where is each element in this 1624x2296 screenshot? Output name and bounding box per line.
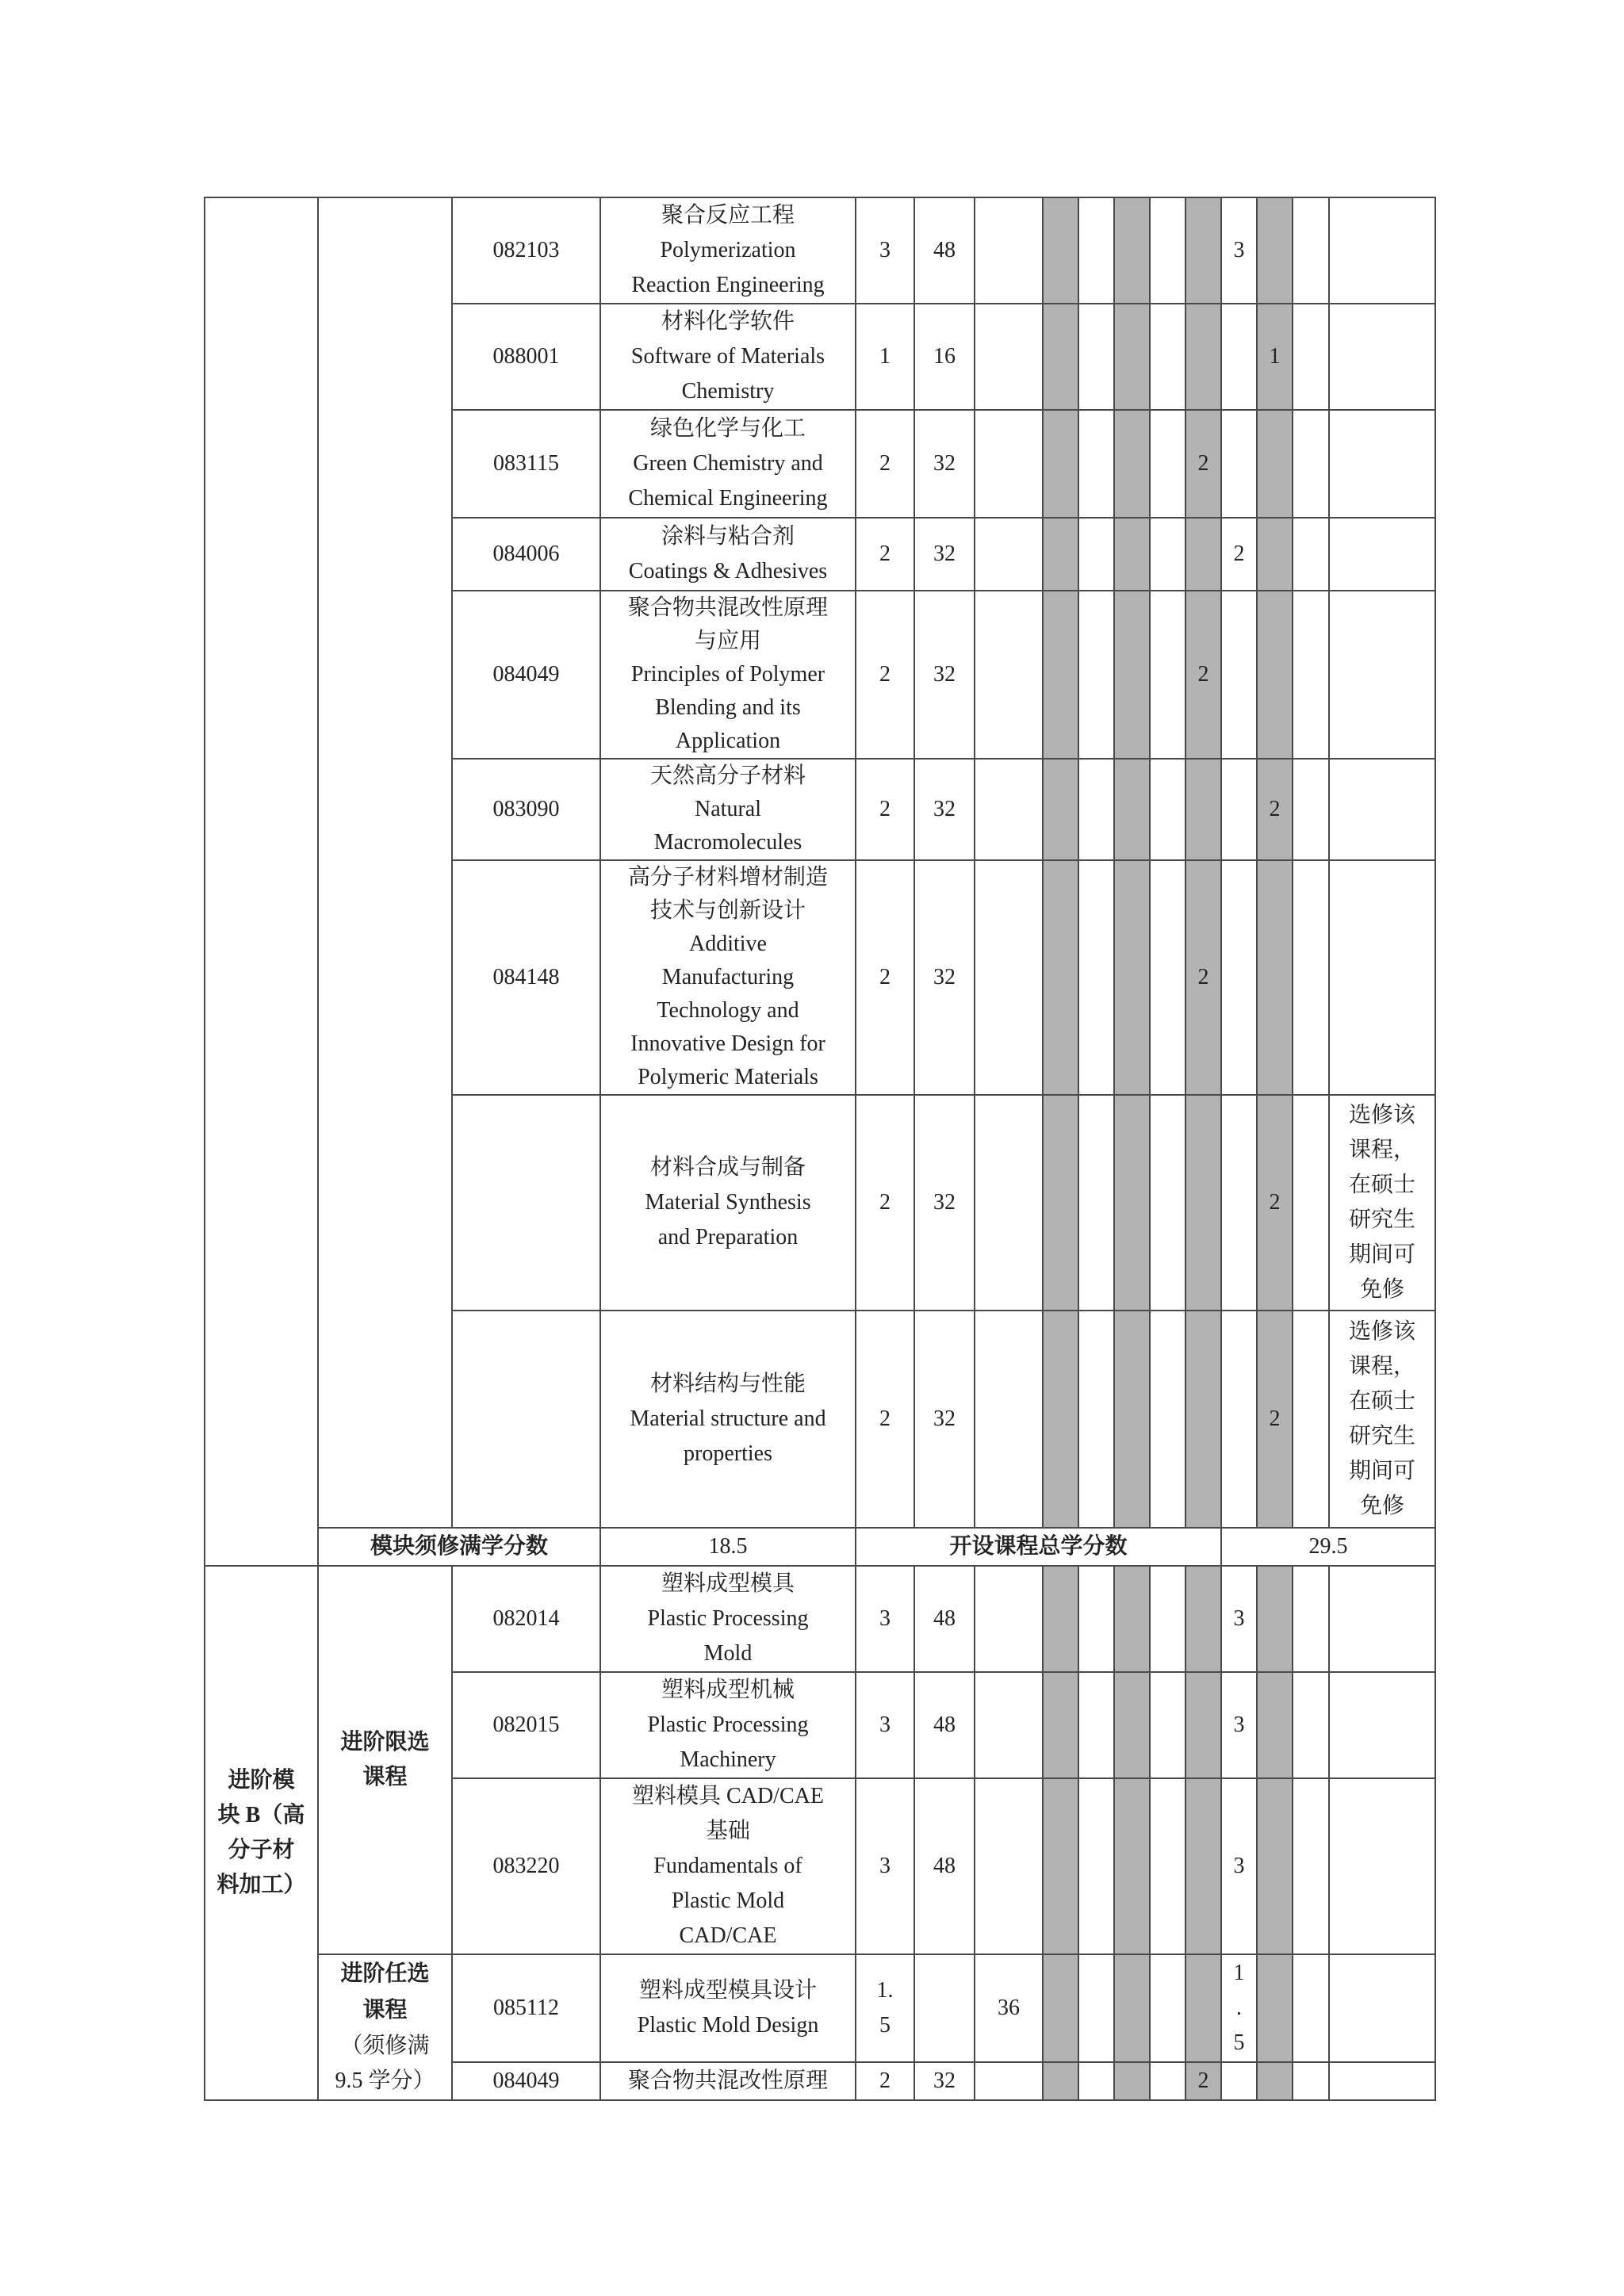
course-title: 绿色化学与化工 Green Chemistry and Chemical Engineering — [600, 410, 856, 518]
semester-5 — [1185, 197, 1221, 304]
course-hours: 48 — [914, 197, 975, 304]
semester-5 — [1185, 1778, 1221, 1954]
course-credit: 3 — [856, 1672, 914, 1778]
semester-3 — [1114, 2062, 1150, 2100]
course-hours: 32 — [914, 591, 975, 759]
semester-2 — [1078, 2062, 1114, 2100]
semester-8 — [1293, 1566, 1329, 1672]
course-hours — [914, 1954, 975, 2062]
semester-1 — [1043, 410, 1078, 518]
course-code: 084049 — [452, 2062, 600, 2100]
semester-1 — [1043, 2062, 1078, 2100]
course-hours: 32 — [914, 860, 975, 1095]
semester-8 — [1293, 1095, 1329, 1311]
course-code: 082014 — [452, 1566, 600, 1672]
semester-5 — [1185, 304, 1221, 410]
semester-6: 2 — [1221, 518, 1257, 591]
semester-2 — [1078, 1566, 1114, 1672]
semester-6 — [1221, 410, 1257, 518]
course-credit: 1. 5 — [856, 1954, 914, 2062]
semester-5: 2 — [1185, 2062, 1221, 2100]
course-code: 085112 — [452, 1954, 600, 2062]
semester-3 — [1114, 1954, 1150, 2062]
elective-category — [318, 1954, 452, 2100]
course-code: 088001 — [452, 304, 600, 410]
course-hours: 48 — [914, 1566, 975, 1672]
semester-8 — [1293, 197, 1329, 304]
practice-hours — [975, 1672, 1043, 1778]
semester-3 — [1114, 197, 1150, 304]
course-title: 涂料与粘合剂 Coatings & Adhesives — [600, 518, 856, 591]
category-cell — [318, 197, 452, 1528]
semester-6 — [1221, 304, 1257, 410]
semester-7 — [1257, 1954, 1293, 2062]
course-hours: 16 — [914, 304, 975, 410]
semester-7 — [1257, 2062, 1293, 2100]
course-credit: 2 — [856, 2062, 914, 2100]
remark — [1329, 860, 1435, 1095]
semester-1 — [1043, 1672, 1078, 1778]
course-title: 聚合反应工程 Polymerization Reaction Engineering — [600, 197, 856, 304]
semester-1 — [1043, 304, 1078, 410]
semester-8 — [1293, 1311, 1329, 1528]
remark — [1329, 410, 1435, 518]
semester-2 — [1078, 860, 1114, 1095]
semester-3 — [1114, 1778, 1150, 1954]
semester-4 — [1150, 410, 1185, 518]
semester-2 — [1078, 1954, 1114, 2062]
semester-4 — [1150, 197, 1185, 304]
module-cell — [205, 197, 318, 1566]
semester-7 — [1257, 1566, 1293, 1672]
total-credits-value: 29.5 — [1221, 1528, 1435, 1566]
practice-hours — [975, 1311, 1043, 1528]
semester-4 — [1150, 1778, 1185, 1954]
remark — [1329, 1954, 1435, 2062]
elective-category-note: （须修满 9.5 学分） — [335, 2034, 435, 2093]
semester-6: 3 — [1221, 1672, 1257, 1778]
semester-4 — [1150, 860, 1185, 1095]
semester-8 — [1293, 1672, 1329, 1778]
semester-3 — [1114, 1311, 1150, 1528]
semester-8 — [1293, 591, 1329, 759]
course-hours: 32 — [914, 2062, 975, 2100]
semester-6 — [1221, 759, 1257, 860]
remark: 选修该 课程， 在硕士 研究生 期间可 免修 — [1329, 1095, 1435, 1311]
semester-7: 2 — [1257, 759, 1293, 860]
course-credit: 2 — [856, 518, 914, 591]
semester-3 — [1114, 518, 1150, 591]
course-credit: 2 — [856, 860, 914, 1095]
remark — [1329, 2062, 1435, 2100]
course-title: 材料化学软件 Software of Materials Chemistry — [600, 304, 856, 410]
summary-row — [205, 1528, 1435, 1566]
semester-1 — [1043, 1095, 1078, 1311]
semester-1 — [1043, 197, 1078, 304]
remark — [1329, 1566, 1435, 1672]
table-row — [205, 1954, 1435, 2062]
remark — [1329, 759, 1435, 860]
restricted-category: 进阶限选 课程 — [318, 1566, 452, 1954]
practice-hours — [975, 2062, 1043, 2100]
semester-5 — [1185, 1311, 1221, 1528]
semester-6 — [1221, 860, 1257, 1095]
semester-1 — [1043, 518, 1078, 591]
course-title: 材料结构与性能 Material structure and properties — [600, 1311, 856, 1528]
course-code: 083220 — [452, 1778, 600, 1954]
practice-hours — [975, 518, 1043, 591]
course-code: 082015 — [452, 1672, 600, 1778]
semester-6 — [1221, 2062, 1257, 2100]
required-credits-label: 模块须修满学分数 — [318, 1528, 600, 1566]
semester-5 — [1185, 1672, 1221, 1778]
semester-2 — [1078, 591, 1114, 759]
module-b-name: 进阶模 块 B（高 分子材 料加工） — [205, 1566, 318, 2100]
semester-3 — [1114, 304, 1150, 410]
semester-8 — [1293, 759, 1329, 860]
practice-hours: 36 — [975, 1954, 1043, 2062]
course-code: 083090 — [452, 759, 600, 860]
course-title: 天然高分子材料 Natural Macromolecules — [600, 759, 856, 860]
semester-7: 2 — [1257, 1095, 1293, 1311]
semester-6: 3 — [1221, 1566, 1257, 1672]
semester-6: 3 — [1221, 197, 1257, 304]
remark — [1329, 304, 1435, 410]
semester-4 — [1150, 2062, 1185, 2100]
semester-3 — [1114, 759, 1150, 860]
semester-4 — [1150, 1566, 1185, 1672]
course-code: 084148 — [452, 860, 600, 1095]
course-title: 塑料成型机械 Plastic Processing Machinery — [600, 1672, 856, 1778]
practice-hours — [975, 304, 1043, 410]
practice-hours — [975, 1778, 1043, 1954]
semester-2 — [1078, 1311, 1114, 1528]
semester-1 — [1043, 759, 1078, 860]
semester-5 — [1185, 1095, 1221, 1311]
semester-8 — [1293, 860, 1329, 1095]
semester-7 — [1257, 860, 1293, 1095]
practice-hours — [975, 1095, 1043, 1311]
course-credit: 3 — [856, 1778, 914, 1954]
semester-5 — [1185, 518, 1221, 591]
course-title: 塑料成型模具设计 Plastic Mold Design — [600, 1954, 856, 2062]
semester-1 — [1043, 1566, 1078, 1672]
semester-8 — [1293, 1778, 1329, 1954]
practice-hours — [975, 591, 1043, 759]
semester-2 — [1078, 304, 1114, 410]
semester-3 — [1114, 1095, 1150, 1311]
course-credit: 2 — [856, 410, 914, 518]
course-hours: 32 — [914, 1311, 975, 1528]
course-credit: 1 — [856, 304, 914, 410]
course-code: 083115 — [452, 410, 600, 518]
semester-4 — [1150, 759, 1185, 860]
remark — [1329, 591, 1435, 759]
semester-4 — [1150, 1672, 1185, 1778]
semester-7 — [1257, 1778, 1293, 1954]
practice-hours — [975, 860, 1043, 1095]
semester-2 — [1078, 1672, 1114, 1778]
semester-4 — [1150, 1311, 1185, 1528]
semester-1 — [1043, 1778, 1078, 1954]
semester-3 — [1114, 860, 1150, 1095]
course-code — [452, 1311, 600, 1528]
course-hours: 32 — [914, 759, 975, 860]
course-credit: 3 — [856, 1566, 914, 1672]
remark — [1329, 1778, 1435, 1954]
semester-2 — [1078, 410, 1114, 518]
table-row — [205, 197, 1435, 304]
semester-1 — [1043, 591, 1078, 759]
course-title: 材料合成与制备 Material Synthesis and Preparation — [600, 1095, 856, 1311]
table-row — [205, 1566, 1435, 1672]
course-credit: 3 — [856, 197, 914, 304]
semester-5: 2 — [1185, 591, 1221, 759]
semester-7 — [1257, 591, 1293, 759]
semester-8 — [1293, 2062, 1329, 2100]
course-code: 084006 — [452, 518, 600, 591]
course-credit: 2 — [856, 591, 914, 759]
remark — [1329, 197, 1435, 304]
remark — [1329, 1672, 1435, 1778]
remark: 选修该 课程， 在硕士 研究生 期间可 免修 — [1329, 1311, 1435, 1528]
semester-4 — [1150, 1954, 1185, 2062]
course-title: 聚合物共混改性原理 — [600, 2062, 856, 2100]
semester-7 — [1257, 518, 1293, 591]
semester-2 — [1078, 1778, 1114, 1954]
course-hours: 32 — [914, 1095, 975, 1311]
semester-3 — [1114, 1566, 1150, 1672]
semester-2 — [1078, 759, 1114, 860]
course-title: 聚合物共混改性原理 与应用 Principles of Polymer Blending and its Application — [600, 591, 856, 759]
semester-2 — [1078, 518, 1114, 591]
semester-5: 2 — [1185, 860, 1221, 1095]
semester-2 — [1078, 1095, 1114, 1311]
course-hours: 32 — [914, 518, 975, 591]
semester-1 — [1043, 1954, 1078, 2062]
semester-4 — [1150, 304, 1185, 410]
semester-6 — [1221, 591, 1257, 759]
semester-1 — [1043, 860, 1078, 1095]
curriculum-table — [204, 197, 1436, 2101]
practice-hours — [975, 410, 1043, 518]
practice-hours — [975, 1566, 1043, 1672]
semester-8 — [1293, 518, 1329, 591]
semester-5: 2 — [1185, 410, 1221, 518]
semester-5 — [1185, 759, 1221, 860]
semester-8 — [1293, 1954, 1329, 2062]
semester-8 — [1293, 304, 1329, 410]
semester-5 — [1185, 1954, 1221, 2062]
semester-6 — [1221, 1095, 1257, 1311]
semester-7: 1 — [1257, 304, 1293, 410]
course-credit: 2 — [856, 1095, 914, 1311]
semester-3 — [1114, 591, 1150, 759]
course-code: 084049 — [452, 591, 600, 759]
semester-3 — [1114, 1672, 1150, 1778]
remark — [1329, 518, 1435, 591]
course-title: 高分子材料增材制造 技术与创新设计 Additive Manufacturing Technology and Innovative Design for Polymeric Materials — [600, 860, 856, 1095]
course-hours: 32 — [914, 410, 975, 518]
semester-5 — [1185, 1566, 1221, 1672]
practice-hours — [975, 759, 1043, 860]
semester-4 — [1150, 591, 1185, 759]
semester-6: 1 . 5 — [1221, 1954, 1257, 2062]
semester-6 — [1221, 1311, 1257, 1528]
course-hours: 48 — [914, 1672, 975, 1778]
semester-6: 3 — [1221, 1778, 1257, 1954]
elective-category-label: 进阶任选 课程 — [340, 1961, 430, 2022]
course-title: 塑料成型模具 Plastic Processing Mold — [600, 1566, 856, 1672]
semester-7 — [1257, 197, 1293, 304]
course-credit: 2 — [856, 1311, 914, 1528]
course-code: 082103 — [452, 197, 600, 304]
semester-3 — [1114, 410, 1150, 518]
semester-1 — [1043, 1311, 1078, 1528]
course-title: 塑料模具 CAD/CAE 基础 Fundamentals of Plastic Mold CAD/CAE — [600, 1778, 856, 1954]
semester-7: 2 — [1257, 1311, 1293, 1528]
course-hours: 48 — [914, 1778, 975, 1954]
semester-8 — [1293, 410, 1329, 518]
total-credits-label: 开设课程总学分数 — [856, 1528, 1221, 1566]
semester-2 — [1078, 197, 1114, 304]
practice-hours — [975, 197, 1043, 304]
required-credits-value: 18.5 — [600, 1528, 856, 1566]
semester-4 — [1150, 1095, 1185, 1311]
course-code — [452, 1095, 600, 1311]
course-credit: 2 — [856, 759, 914, 860]
semester-4 — [1150, 518, 1185, 591]
semester-7 — [1257, 410, 1293, 518]
semester-7 — [1257, 1672, 1293, 1778]
